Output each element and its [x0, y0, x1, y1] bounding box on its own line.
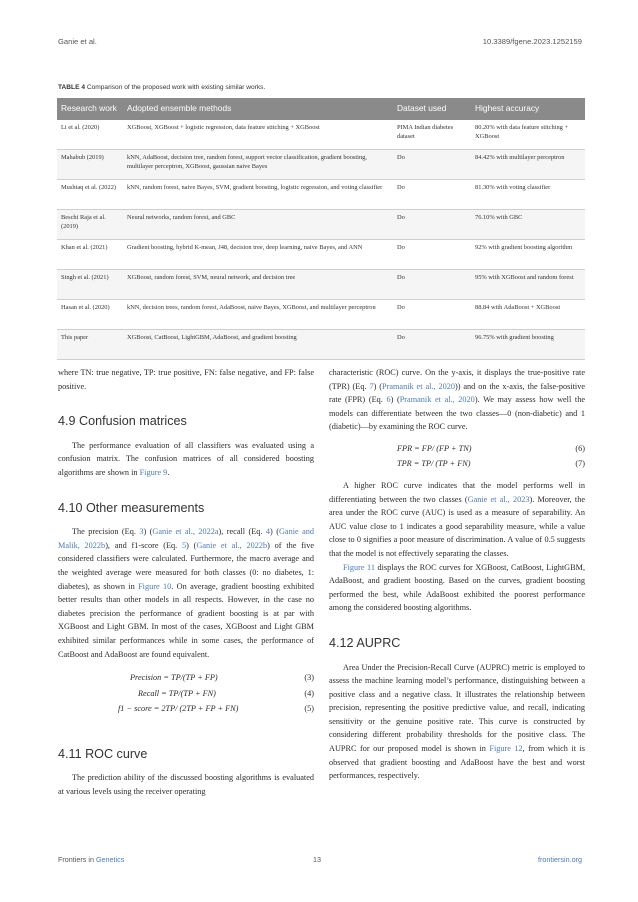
cell-dataset: Do	[393, 210, 471, 240]
paragraph: characteristic (ROC) curve. On the y-axis, it displays the true-positive rate (TPR) (Eq. 7) (Pramanik et al., 2020)) and on the x-axis, the false-positive rate (FPR) (Eq. 6) (Pramanik et al., 2020). We may assess how well the models can differentiate between the two classes—0 (non-diabetic) and 1 (diabetic)—by examining the ROC curve.	[329, 368, 585, 432]
paragraph: The prediction ability of the discussed boosting algorithms is evaluated at various levels using the receiver operating	[58, 773, 314, 796]
table-row	[57, 180, 585, 210]
cell-accuracy: 92% with gradient boosting algorithm	[471, 240, 585, 270]
cell-methods: kNN, random forest, naive Bayes, SVM, gradient boosting, logistic regression, and voting classifier	[123, 180, 393, 210]
header-methods: Adopted ensemble methods	[123, 98, 393, 120]
cell-methods: XGBoost, CatBoost, LightGBM, AdaBoost, and gradient boosting	[123, 330, 393, 360]
cell-methods: Gradient boosting, hybrid K-mean, J48, decision tree, deep learning, naive Bayes, and ANN	[123, 240, 393, 270]
cell-research-work[interactable]: Mushtaq et al. (2022)	[57, 180, 123, 210]
figure-link[interactable]: Figure 10	[138, 581, 172, 591]
citation-link[interactable]: Pramanik et al., 2020	[399, 395, 475, 405]
section-heading-auprc: 4.12 AUPRC	[329, 635, 401, 650]
cell-dataset: Do	[393, 240, 471, 270]
section-heading-roc-curve: 4.11 ROC curve	[58, 746, 148, 761]
footer-journal: Frontiers in Genetics	[58, 855, 125, 864]
table-caption	[58, 84, 265, 91]
table-header-row	[57, 98, 585, 120]
left-column	[58, 366, 314, 798]
cell-methods: kNN, decision trees, random forest, AdaBoost, naive Bayes, XGBoost, and multilayer perceptron	[123, 300, 393, 330]
page-number: 13	[313, 855, 321, 864]
right-column	[329, 366, 585, 783]
header-accuracy: Highest accuracy	[471, 98, 585, 120]
table-row	[57, 330, 585, 360]
section-heading-other-measurements: 4.10 Other measurements	[58, 500, 205, 515]
equation-link[interactable]: 5	[182, 540, 187, 550]
equation-tpr: TPR = TP/ (TP + FN) (7)	[397, 459, 585, 469]
comparison-table	[57, 98, 585, 360]
running-header-authors: Ganie et al.	[58, 37, 97, 46]
cell-methods: XGBoost, random forest, SVM, neural network, and decision tree	[123, 270, 393, 300]
equation-fpr: FPR = FP/ (FP + TN) (6)	[397, 443, 585, 453]
paragraph: The performance evaluation of all classifiers was evaluated using a confusion matrix. The confusion matrices of all considered boosting algorithms are shown in Figure 9.	[58, 440, 314, 477]
table-caption-text: Comparison of the proposed work with existing similar works.	[86, 84, 266, 91]
equation-link[interactable]: 7	[369, 381, 374, 391]
cell-dataset: PIMA Indian diabetes dataset	[393, 120, 471, 150]
cell-research-work[interactable]: Khan et al. (2021)	[57, 240, 123, 270]
figure-link[interactable]: Figure 12	[489, 744, 523, 754]
cell-dataset: Do	[393, 180, 471, 210]
footer-journal-link[interactable]: Genetics	[95, 855, 125, 864]
cell-research-work[interactable]: Hasan et al. (2020)	[57, 300, 123, 330]
paragraph: Figure 11 displays the ROC curves for XGBoost, CatBoost, LightGBM, AdaBoost, and gradient boosting. Based on the curves, gradient boosting performed the best, while AdaBoost exhibited the poorest performance among the considered boosting algorithms.	[329, 562, 586, 613]
cell-accuracy: 84.42% with multilayer perceptron	[471, 150, 585, 180]
cell-accuracy: 88.84 with AdaBoost + XGBoost	[471, 300, 585, 330]
table-row	[57, 150, 585, 180]
cell-dataset: Do	[393, 300, 471, 330]
cell-research-work[interactable]: Mahabub (2019)	[57, 150, 123, 180]
equation-precision: Precision = TP/(TP + FP) (3)	[130, 673, 314, 683]
cell-methods: kNN, AdaBoost, decision tree, random forest, support vector classification, gradient boosting, multilayer perceptron, XGBoost, gaussian naive Bayes	[123, 150, 393, 180]
cell-accuracy: 76.10% with GBC	[471, 210, 585, 240]
cell-accuracy: 95% with XGBoost and random forest	[471, 270, 585, 300]
header-dataset: Dataset used	[393, 98, 471, 120]
section-heading-confusion-matrices: 4.9 Confusion matrices	[58, 414, 187, 429]
cell-accuracy: 96.75% with gradient boosting	[471, 330, 585, 360]
cell-research-work[interactable]: Singh et al. (2021)	[57, 270, 123, 300]
cell-accuracy: 81.30% with voting classifier	[471, 180, 585, 210]
equation-link[interactable]: 6	[386, 395, 391, 405]
paragraph: The precision (Eq. 3) (Ganie et al., 2022a), recall (Eq. 4) (Ganie and Malik, 2022b), and f1-score (Eq. 5) (Ganie et al., 2022b) of the five considered classifiers were calculated. Furthermore, the macro average and the weighted average were measured for both classes (0: no diabetes, 1: diabetes), as shown in Figure 10. On average, gradient boosting exhibited better results than other models in all respects. However, in the case no diabetes precision the performance of gradient boosting is at par with XGBoost and Light GBM. In most of the cases, XGBoost and Light GBM exhibited similar performances while in some cases, the performance of CatBoost and AdaBoost are found equivalent.	[58, 527, 315, 659]
equation-block	[58, 671, 314, 718]
cell-dataset: Do	[393, 270, 471, 300]
cell-dataset: Do	[393, 150, 471, 180]
citation-link[interactable]: Ganie et al., 2023	[467, 494, 530, 504]
figure-link[interactable]: Figure 11	[343, 562, 375, 572]
paragraph: Area Under the Precision-Recall Curve (AUPRC) metric is employed to assess the machine learning model’s performance, distinguishing between a positive class and a negative class. It illustrates the relationship between precision, representing the positive predictive value, and recall, indicating sensitivity or the genuine positive rate. This curve is constructed by considering different probability thresholds for the positive class. The AUPRC for our proposed model is shown in Figure 12, from which it is observed that gradient boosting and AdaBoost have the best and worst performances, respectively.	[329, 662, 585, 781]
table-row	[57, 300, 585, 330]
footer-site-link[interactable]: frontiersin.org	[538, 855, 582, 864]
cell-dataset: Do	[393, 330, 471, 360]
equation-link[interactable]: 4	[265, 527, 271, 537]
cell-research-work[interactable]: Beschi Raja et al. (2019)	[57, 210, 123, 240]
table-row	[57, 270, 585, 300]
cell-methods: Neural networks, random forest, and GBC	[123, 210, 393, 240]
table-caption-label: TABLE 4	[58, 84, 85, 91]
paragraph: A higher ROC curve indicates that the model performs well in differentiating between the two classes (Ganie et al., 2023). Moreover, the area under the ROC curve (AUC) is used as a measure of separability. An AUC value close to 1 indicates a good separability measure, while a value close to 0 signifies a poor measure of discrimination. A value of 0.5 suggests that the model is not effectively separating the classes.	[329, 480, 585, 558]
running-header-doi: 10.3389/fgene.2023.1252159	[482, 37, 582, 46]
cell-research-work[interactable]: Li et al. (2020)	[57, 120, 123, 150]
table-row	[57, 210, 585, 240]
citation-link[interactable]: Pramanik et al., 2020	[382, 381, 455, 391]
figure-link[interactable]: Figure 9	[139, 467, 168, 477]
paragraph: where TN: true negative, TP: true positive, FN: false negative, and FP: false positive.	[58, 368, 314, 391]
table-row	[57, 240, 585, 270]
table-row	[57, 120, 585, 150]
equation-f1-score: f1 − score = 2TP/ (2TP + FP + FN) (5)	[118, 704, 314, 714]
citation-link[interactable]: Ganie et al., 2022a	[152, 527, 219, 537]
equation-recall: Recall = TP/(TP + FN) (4)	[138, 688, 314, 698]
cell-methods: XGBoost, XGBoost + logistic regression, data feature stitching + XGBoost	[123, 120, 393, 150]
equation-block	[329, 442, 585, 473]
cell-accuracy: 80.20% with data feature stitching + XGBoost	[471, 120, 585, 150]
citation-link[interactable]: Ganie et al., 2022b	[196, 540, 268, 550]
equation-link[interactable]: 3	[139, 527, 144, 537]
header-research-work: Research work	[57, 98, 123, 120]
cell-research-work: This paper	[57, 330, 123, 360]
citation-link[interactable]: Ganie and Malik, 2022b	[58, 527, 314, 550]
